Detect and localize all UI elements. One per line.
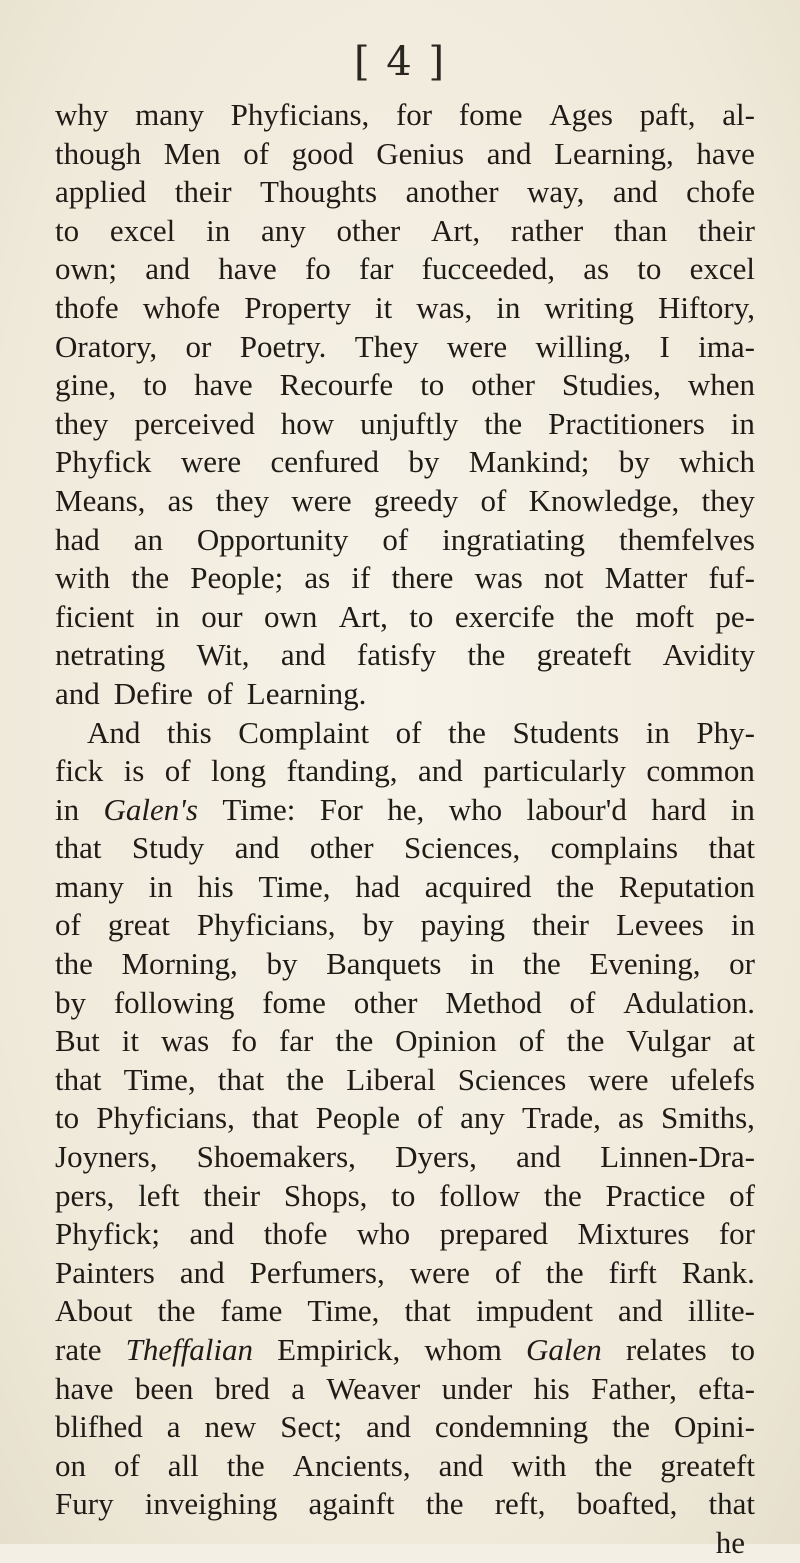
text-line: ficient in our own Art, to exercife the moft pe- <box>55 598 755 634</box>
text-line: why many Phyficians, for fome Ages paft, al- <box>55 97 755 132</box>
text-line: to Phyficians, that People of any Trade, as Smiths, <box>55 1100 755 1136</box>
text-line: though Men of good Genius and Learning, have <box>55 135 755 171</box>
text-line: the Morning, by Banquets in the Evening, or <box>55 946 755 982</box>
body-text <box>55 96 755 1563</box>
text-line: on of all the Ancients, and with the greateft <box>55 1447 755 1483</box>
text-line: About the fame Time, that impudent and illite- <box>55 1293 755 1329</box>
text-line: own; and have fo far fucceeded, as to excel <box>55 251 755 287</box>
text-line: of great Phyficians, by paying their Levees in <box>55 907 755 943</box>
text-line: by following fome other Method of Adulation. <box>55 984 755 1020</box>
text-line: that Study and other Sciences, complains that <box>55 830 755 866</box>
catchword: he <box>715 1524 745 1560</box>
text-line: netrating Wit, and fatisfy the greateft Avidity <box>55 637 755 673</box>
text-line: Fury inveighing againft the reft, boafted, that <box>55 1486 755 1522</box>
text-line: Means, as they were greedy of Knowledge, they <box>55 482 755 518</box>
text-line: And this Complaint of the Students in Phy- <box>87 714 755 750</box>
text-line: Phyfick; and thofe who prepared Mixtures for <box>55 1216 755 1252</box>
text-line: fick is of long ftanding, and particularly common <box>55 753 755 789</box>
text-line: But it was fo far the Opinion of the Vulgar at <box>55 1023 755 1059</box>
text-line: to excel in any other Art, rather than their <box>55 212 755 248</box>
text-line: thofe whofe Property it was, in writing Hiftory, <box>55 289 755 325</box>
text-line: many in his Time, had acquired the Reputation <box>55 868 755 904</box>
text-line: gine, to have Recourfe to other Studies, when <box>55 367 755 403</box>
text-line: they perceived how unjuftly the Practitioners in <box>55 405 755 441</box>
page-number: [ 4 ] <box>353 39 447 85</box>
text-line: applied their Thoughts another way, and chofe <box>55 174 755 210</box>
text-line: Oratory, or Poetry. They were willing, I ima- <box>55 328 755 364</box>
text-line: rate Theffalian Empirick, whom Galen relates to <box>55 1332 755 1367</box>
text-line: Painters and Perfumers, were of the firft Rank. <box>55 1254 755 1290</box>
text-line: that Time, that the Liberal Sciences were ufelefs <box>55 1061 755 1097</box>
text-line: had an Opportunity of ingratiating themfelves <box>55 521 755 557</box>
text-line: pers, left their Shops, to follow the Practice of <box>55 1177 755 1213</box>
text-line: with the People; as if there was not Matter fuf- <box>55 560 755 596</box>
text-line: have been bred a Weaver under his Father, efta- <box>55 1370 755 1406</box>
text-line: Phyfick were cenfured by Mankind; by which <box>55 444 755 480</box>
text-line: in Galen's Time: For he, who labour'd hard in <box>55 791 755 827</box>
text-line: blifhed a new Sect; and condemning the Opini- <box>55 1409 755 1445</box>
text-line: and Defire of Learning. <box>55 675 367 711</box>
text-line: Joyners, Shoemakers, Dyers, and Linnen-Dra- <box>55 1139 755 1175</box>
